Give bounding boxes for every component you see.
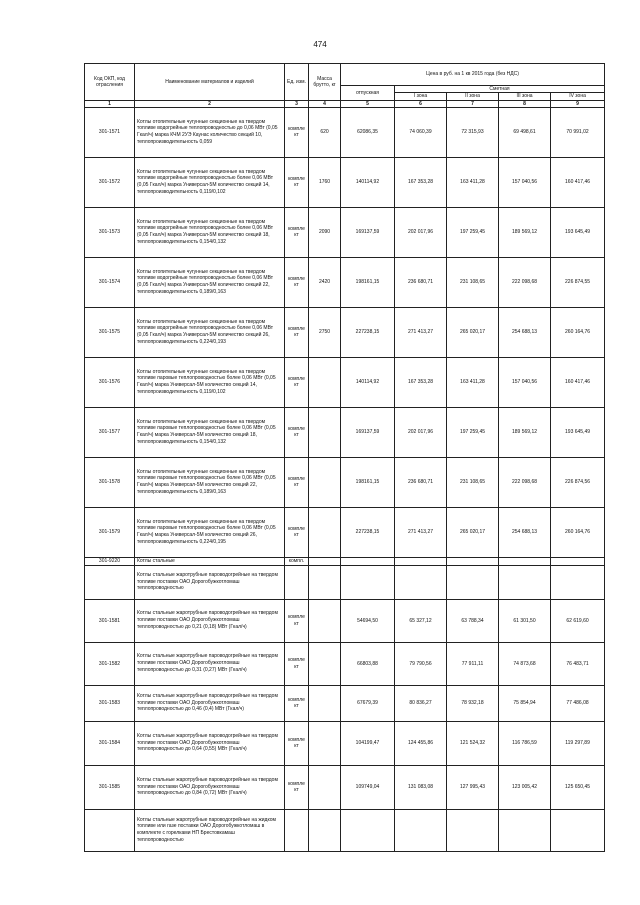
column-number: 1 [85, 100, 135, 107]
name-cell: Котлы отопительные чугунные секционные на твердом топливе паровые теплопроводностью более 0,06 МВт (0,05 Гкал/ч) марка Универсал-5М количество секций 22, теплопроизводительность 0,189/0,163 [135, 457, 285, 507]
price-zone-4-cell: 125 650,45 [551, 765, 605, 809]
price-zone-4-cell: 77 486,08 [551, 685, 605, 721]
table-row [85, 257, 605, 307]
table-row [85, 765, 605, 809]
price-zone-2-cell [447, 565, 499, 599]
header-mass: Масса брутто, кг [309, 64, 341, 101]
column-number: 5 [341, 100, 395, 107]
price-otpusk-cell [341, 557, 395, 565]
price-zone-2-cell: 121 524,32 [447, 721, 499, 765]
price-zone-1-cell: 74 060,39 [395, 107, 447, 157]
mass-cell: 620 [309, 107, 341, 157]
header-code: Код ОКП, код отрасления [85, 64, 135, 101]
name-cell: Котлы отопительные чугунные секционные на твердом топливе водогрейные теплопроводностью более 0,06 МВт (0,05 Гкал/ч) марка Универсал-5М количество секций 18, теплопроизводительность 0,154/0,132 [135, 207, 285, 257]
price-zone-3-cell: 61 301,50 [499, 599, 551, 642]
price-zone-1-cell: 202 017,96 [395, 207, 447, 257]
price-zone-4-cell [551, 809, 605, 851]
price-zone-4-cell: 76 483,71 [551, 642, 605, 685]
mass-cell [309, 765, 341, 809]
price-zone-3-cell: 116 786,59 [499, 721, 551, 765]
mass-cell: 2750 [309, 307, 341, 357]
table-row [85, 207, 605, 257]
code-cell [85, 565, 135, 599]
header-name: Наименование материалов и изделий [135, 64, 285, 101]
price-zone-4-cell: 119 297,89 [551, 721, 605, 765]
price-zone-1-cell [395, 557, 447, 565]
table-body [85, 107, 605, 851]
code-cell: 301-1579 [85, 507, 135, 557]
price-zone-1-cell: 65 327,12 [395, 599, 447, 642]
code-cell: 301-1574 [85, 257, 135, 307]
code-cell: 301-1576 [85, 357, 135, 407]
name-cell: Котлы стальные жаротрубные пароводогрейные на твердом топливе поставки ОАО Дорогобужкотломаш теплопроводностью до 0,64 (0,55) МВт (Гкал/ч) [135, 721, 285, 765]
price-zone-3-cell: 157 040,56 [499, 157, 551, 207]
price-zone-3-cell [499, 809, 551, 851]
price-zone-1-cell: 80 836,27 [395, 685, 447, 721]
unit-cell: компле кт [285, 765, 309, 809]
price-zone-1-cell: 236 680,71 [395, 257, 447, 307]
price-zone-4-cell [551, 565, 605, 599]
price-zone-3-cell: 75 854,94 [499, 685, 551, 721]
name-cell: Котлы стальные жаротрубные пароводогрейные на твердом топливе поставки ОАО Дорогобужкотломаш теплопроводностью до 0,21 (0,18) МВт (Гкал/ч) [135, 599, 285, 642]
mass-cell [309, 565, 341, 599]
price-zone-1-cell: 271 413,27 [395, 507, 447, 557]
price-zone-2-cell: 163 411,28 [447, 357, 499, 407]
price-zone-2-cell: 197 259,45 [447, 407, 499, 457]
mass-cell: 1760 [309, 157, 341, 207]
price-zone-4-cell: 70 991,02 [551, 107, 605, 157]
unit-cell: компле кт [285, 157, 309, 207]
name-cell: Котлы отопительные чугунные секционные на твердом топливе водогрейные теплопроводностью более 0,06 МВт (0,05 Гкал/ч) марка Универсал-5М количество секций 26, теплопроизводительность 0,224/0,193 [135, 307, 285, 357]
price-zone-4-cell: 160 417,46 [551, 357, 605, 407]
table-row [85, 565, 605, 599]
price-otpusk-cell: 198161,15 [341, 257, 395, 307]
unit-cell: компле кт [285, 357, 309, 407]
price-zone-2-cell: 265 020,17 [447, 307, 499, 357]
code-cell: 301-1572 [85, 157, 135, 207]
header-zone-3: III зона [499, 93, 551, 100]
header-zone-1: I зона [395, 93, 447, 100]
price-zone-4-cell: 226 874,55 [551, 257, 605, 307]
price-zone-1-cell [395, 809, 447, 851]
header-unit: Ед. изм. [285, 64, 309, 101]
name-cell: Котлы стальные жаротрубные пароводогрейные на твердом топливе поставки ОАО Дорогобужкотломаш теплопроводностью до 0,46 (0,4) МВт (Гкал/ч) [135, 685, 285, 721]
price-otpusk-cell: 227238,15 [341, 307, 395, 357]
price-zone-3-cell: 189 569,12 [499, 407, 551, 457]
price-otpusk-cell: 227238,15 [341, 507, 395, 557]
unit-cell [285, 809, 309, 851]
table-row [85, 599, 605, 642]
code-cell: 301-1582 [85, 642, 135, 685]
code-cell: 301-1571 [85, 107, 135, 157]
name-cell: Котлы стальные жаротрубные пароводогрейные на жидком топливе или газе поставки ОАО Дорогобужкотломаш в комплекте с горелками НП Брестовкамаш теплопроводностью [135, 809, 285, 851]
header-otpusk: отпускная [341, 86, 395, 101]
name-cell: Котлы стальные жаротрубные пароводогрейные на твердом топливе поставки ОАО Дорогобужкотломаш теплопроводностью до 0,31 (0,27) МВт (Гкал/ч) [135, 642, 285, 685]
page-number: 474 [313, 40, 327, 49]
unit-cell [285, 565, 309, 599]
price-otpusk-cell: 169137,59 [341, 207, 395, 257]
table-row [85, 157, 605, 207]
price-zone-4-cell: 193 645,49 [551, 407, 605, 457]
price-zone-3-cell [499, 565, 551, 599]
code-cell: 301-1585 [85, 765, 135, 809]
code-cell: 301-1581 [85, 599, 135, 642]
price-otpusk-cell [341, 565, 395, 599]
price-zone-2-cell: 197 259,45 [447, 207, 499, 257]
name-cell: Котлы отопительные чугунные секционные на твердом топливе водогрейные теплопроводностью до 0,06 МВт (0,05 Гкал/ч) марка КЧМ 2УЭ Каунас количество секций 10, теплопроизводительность 0,059 [135, 107, 285, 157]
code-cell: 301-9220 [85, 557, 135, 565]
price-zone-2-cell: 231 108,65 [447, 457, 499, 507]
price-zone-4-cell: 62 619,60 [551, 599, 605, 642]
price-zone-2-cell [447, 557, 499, 565]
price-zone-4-cell: 260 164,76 [551, 307, 605, 357]
column-number: 4 [309, 100, 341, 107]
price-zone-1-cell: 271 413,27 [395, 307, 447, 357]
header-price-title: Цена в руб. на 1 кв 2015 года (без НДС) [341, 64, 605, 86]
mass-cell [309, 557, 341, 565]
price-zone-4-cell: 226 874,56 [551, 457, 605, 507]
table-row [85, 809, 605, 851]
table-row [85, 721, 605, 765]
price-zone-2-cell: 78 932,18 [447, 685, 499, 721]
price-zone-3-cell: 74 873,68 [499, 642, 551, 685]
price-otpusk-cell: 104199,47 [341, 721, 395, 765]
table-row [85, 107, 605, 157]
header-smetnye: Сметная [395, 86, 605, 93]
table-row [85, 307, 605, 357]
mass-cell [309, 599, 341, 642]
header-zone-2: II зона [447, 93, 499, 100]
table-row [85, 642, 605, 685]
price-zone-2-cell: 231 108,65 [447, 257, 499, 307]
price-zone-1-cell: 167 353,28 [395, 157, 447, 207]
column-number: 2 [135, 100, 285, 107]
name-cell: Котлы отопительные чугунные секционные на твердом топливе паровые теплопроводностью более 0,06 МВт (0,05 Гкал/ч) марка Универсал-5М количество секций 26, теплопроизводительность 0,224/0,195 [135, 507, 285, 557]
price-otpusk-cell [341, 809, 395, 851]
price-zone-3-cell: 189 569,12 [499, 207, 551, 257]
price-zone-4-cell: 160 417,46 [551, 157, 605, 207]
name-cell: Котлы отопительные чугунные секционные на твердом топливе водогрейные теплопроводностью более 0,06 МВт (0,05 Гкал/ч) марка Универсал-5М количество секций 22, теплопроизводительность 0,189/0,163 [135, 257, 285, 307]
unit-cell: компле кт [285, 685, 309, 721]
price-zone-1-cell: 131 083,08 [395, 765, 447, 809]
price-otpusk-cell: 169137,59 [341, 407, 395, 457]
column-number: 3 [285, 100, 309, 107]
name-cell: Котлы стальные жаротрубные пароводогрейные на твердом топливе поставки ОАО Дорогобужкотломаш теплопроводностью до 0,84 (0,72) МВт (Гкал/ч) [135, 765, 285, 809]
name-cell: Котлы стальные [135, 557, 285, 565]
price-zone-3-cell: 157 040,56 [499, 357, 551, 407]
code-cell: 301-1575 [85, 307, 135, 357]
unit-cell: компле кт [285, 107, 309, 157]
name-cell: Котлы отопительные чугунные секционные на твердом топливе водогрейные теплопроводностью более 0,06 МВт (0,05 Гкал/ч) марка Универсал-5М количество секций 14, теплопроизводительность 0,119/0,102 [135, 157, 285, 207]
price-zone-4-cell [551, 557, 605, 565]
table-row [85, 685, 605, 721]
price-zone-1-cell: 236 680,71 [395, 457, 447, 507]
price-zone-3-cell: 254 688,13 [499, 507, 551, 557]
price-zone-4-cell: 260 164,76 [551, 507, 605, 557]
mass-cell [309, 809, 341, 851]
price-otpusk-cell: 62086,35 [341, 107, 395, 157]
price-zone-1-cell [395, 565, 447, 599]
unit-cell: компле кт [285, 457, 309, 507]
price-zone-3-cell: 222 098,68 [499, 257, 551, 307]
price-otpusk-cell: 109749,04 [341, 765, 395, 809]
unit-cell: компле кт [285, 257, 309, 307]
price-zone-2-cell: 163 411,28 [447, 157, 499, 207]
price-otpusk-cell: 67679,39 [341, 685, 395, 721]
unit-cell: компле кт [285, 642, 309, 685]
code-cell: 301-1578 [85, 457, 135, 507]
price-zone-2-cell: 265 020,17 [447, 507, 499, 557]
unit-cell: компле кт [285, 407, 309, 457]
mass-cell [309, 642, 341, 685]
name-cell: Котлы отопительные чугунные секционные на твердом топливе паровые теплопроводностью более 0,06 МВт (0,05 Гкал/ч) марка Универсал-5М количество секций 18, теплопроизводительность 0,154/0,132 [135, 407, 285, 457]
price-zone-1-cell: 202 017,96 [395, 407, 447, 457]
unit-cell: компле кт [285, 507, 309, 557]
price-zone-2-cell: 63 788,34 [447, 599, 499, 642]
price-otpusk-cell: 140114,92 [341, 357, 395, 407]
code-cell: 301-1573 [85, 207, 135, 257]
name-cell: Котлы отопительные чугунные секционные на твердом топливе паровые теплопроводностью более 0,06 МВт (0,05 Гкал/ч) марка Универсал-5М количество секций 14, теплопроизводительность 0,119/0,102 [135, 357, 285, 407]
code-cell: 301-1584 [85, 721, 135, 765]
name-cell: Котлы стальные жаротрубные пароводогрейные на твердом топливе поставки ОАО Дорогобужкотломаш теплопроводностью [135, 565, 285, 599]
price-zone-2-cell: 77 911,11 [447, 642, 499, 685]
price-zone-1-cell: 79 790,56 [395, 642, 447, 685]
price-table [84, 63, 605, 852]
table-row [85, 557, 605, 565]
table-row [85, 507, 605, 557]
code-cell [85, 809, 135, 851]
column-number: 8 [499, 100, 551, 107]
mass-cell: 2420 [309, 257, 341, 307]
price-zone-1-cell: 124 455,86 [395, 721, 447, 765]
price-zone-3-cell: 222 098,68 [499, 457, 551, 507]
unit-cell: компл. [285, 557, 309, 565]
mass-cell [309, 507, 341, 557]
price-otpusk-cell: 140114,92 [341, 157, 395, 207]
price-zone-3-cell: 123 005,42 [499, 765, 551, 809]
mass-cell: 2090 [309, 207, 341, 257]
price-zone-2-cell: 127 995,43 [447, 765, 499, 809]
column-number: 7 [447, 100, 499, 107]
table-row [85, 457, 605, 507]
price-zone-2-cell: 72 315,93 [447, 107, 499, 157]
price-otpusk-cell: 198161,15 [341, 457, 395, 507]
column-number-row [85, 100, 605, 107]
mass-cell [309, 457, 341, 507]
price-zone-1-cell: 167 353,28 [395, 357, 447, 407]
price-zone-3-cell: 69 498,61 [499, 107, 551, 157]
column-number: 6 [395, 100, 447, 107]
unit-cell: компле кт [285, 207, 309, 257]
unit-cell: компле кт [285, 307, 309, 357]
header-zone-4: IV зона [551, 93, 605, 100]
table-row [85, 407, 605, 457]
unit-cell: компле кт [285, 721, 309, 765]
price-zone-4-cell: 193 645,49 [551, 207, 605, 257]
mass-cell [309, 721, 341, 765]
unit-cell: компле кт [285, 599, 309, 642]
mass-cell [309, 357, 341, 407]
price-zone-2-cell [447, 809, 499, 851]
table-row [85, 357, 605, 407]
price-zone-3-cell: 254 688,13 [499, 307, 551, 357]
code-cell: 301-1577 [85, 407, 135, 457]
mass-cell [309, 407, 341, 457]
mass-cell [309, 685, 341, 721]
column-number: 9 [551, 100, 605, 107]
price-zone-3-cell [499, 557, 551, 565]
price-otpusk-cell: 54694,50 [341, 599, 395, 642]
price-otpusk-cell: 66803,88 [341, 642, 395, 685]
code-cell: 301-1583 [85, 685, 135, 721]
